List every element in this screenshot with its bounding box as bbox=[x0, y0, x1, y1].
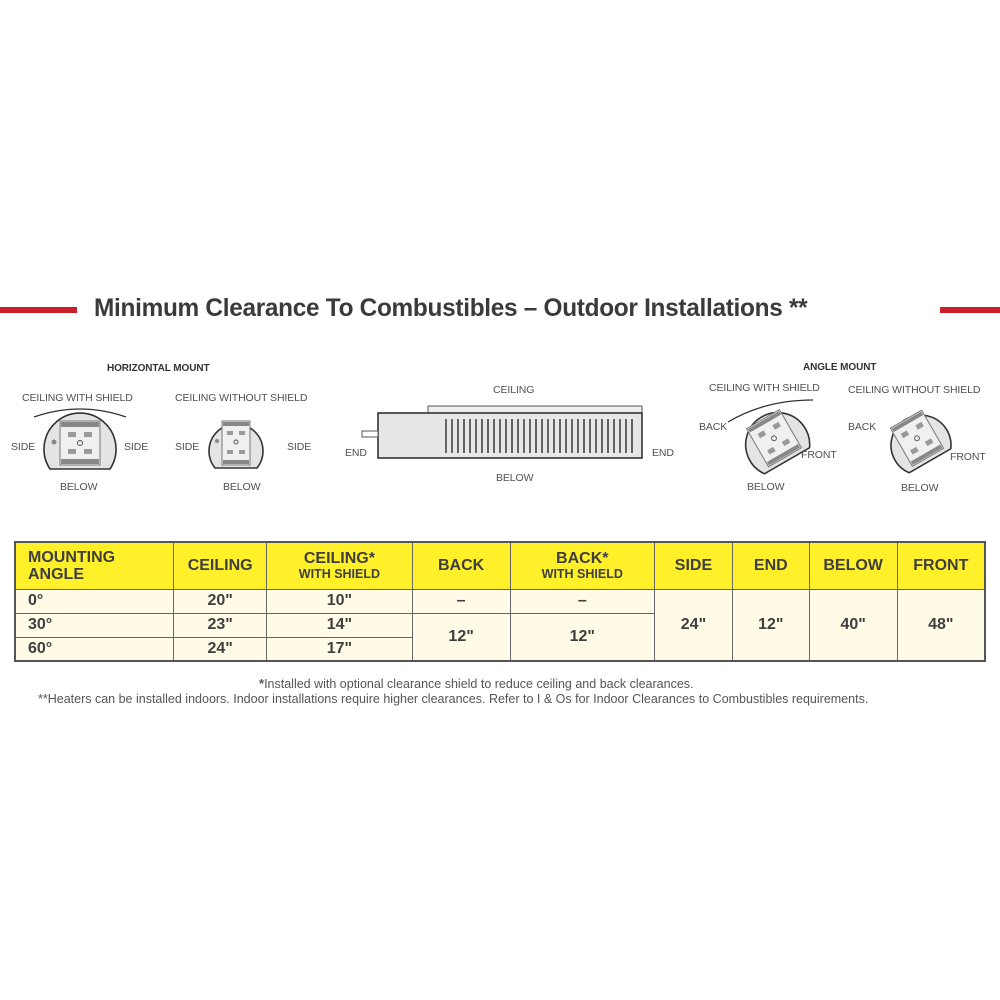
am-shield-left-label: BACK bbox=[699, 421, 728, 433]
header-text: MOUNTING bbox=[28, 548, 116, 566]
cell-side: 24" bbox=[655, 589, 733, 661]
page-title: Minimum Clearance To Combustibles – Outdoor Installations ** bbox=[94, 294, 808, 322]
am-noshield-caption: CEILING WITHOUT SHIELD bbox=[848, 384, 981, 396]
hm-shield-right-label: SIDE bbox=[124, 441, 149, 453]
cell-back: 12" bbox=[412, 613, 510, 661]
sv-bottom-label: BELOW bbox=[496, 472, 534, 484]
header-text: ANGLE bbox=[28, 565, 84, 583]
header-subtext: WITH SHIELD bbox=[298, 567, 381, 582]
horizontal-mount-heading: HORIZONTAL MOUNT bbox=[107, 363, 210, 374]
am-shield-caption: CEILING WITH SHIELD bbox=[709, 382, 820, 394]
cell-ceiling-shield: 10" bbox=[267, 589, 413, 613]
am-noshield-right-label: FRONT bbox=[950, 451, 986, 463]
heater-side-view-icon bbox=[360, 404, 645, 462]
hm-shield-left-label: SIDE bbox=[11, 441, 36, 453]
header-subtext: WITH SHIELD bbox=[541, 567, 623, 582]
cell-ceiling: 20" bbox=[174, 589, 267, 613]
footnote-marker: * bbox=[259, 676, 265, 691]
cell-ceiling: 23" bbox=[174, 613, 267, 637]
sv-left-label: END bbox=[345, 447, 367, 459]
hm-noshield-bottom-label: BELOW bbox=[223, 481, 261, 493]
col-header-end: END bbox=[732, 542, 809, 589]
col-header-back: BACK bbox=[412, 542, 510, 589]
footnote-text: Installed with optional clearance shield to reduce ceiling and back clearances. bbox=[264, 677, 694, 691]
header-text: CEILING* bbox=[303, 550, 375, 568]
cell-below: 40" bbox=[809, 589, 897, 661]
col-header-ceiling-with-shield bbox=[267, 542, 413, 589]
heater-end-view-without-shield-icon bbox=[205, 412, 267, 474]
sv-top-label: CEILING bbox=[493, 384, 535, 396]
cell-angle: 60° bbox=[15, 637, 174, 661]
heater-angle-view-with-shield-icon bbox=[725, 396, 815, 478]
cell-back-shield: 12" bbox=[510, 613, 655, 661]
col-header-front: FRONT bbox=[897, 542, 985, 589]
sv-right-label: END bbox=[652, 447, 674, 459]
cell-end: 12" bbox=[732, 589, 809, 661]
am-noshield-left-label: BACK bbox=[848, 421, 877, 433]
cell-angle: 0° bbox=[15, 589, 174, 613]
cell-back-shield: – bbox=[510, 589, 655, 613]
hm-shield-bottom-label: BELOW bbox=[60, 481, 98, 493]
angle-mount-heading: ANGLE MOUNT bbox=[803, 362, 877, 373]
am-noshield-bottom-label: BELOW bbox=[901, 482, 939, 494]
col-header-ceiling: CEILING bbox=[174, 542, 267, 589]
hm-shield-caption: CEILING WITH SHIELD bbox=[22, 392, 133, 404]
col-header-side: SIDE bbox=[655, 542, 733, 589]
cell-ceiling-shield: 17" bbox=[267, 637, 413, 661]
footnote-single-star bbox=[259, 676, 694, 691]
col-header-below: BELOW bbox=[809, 542, 897, 589]
header-text: BACK* bbox=[556, 550, 609, 568]
clearance-table bbox=[14, 541, 986, 662]
heater-end-view-with-shield-icon bbox=[30, 405, 130, 477]
cell-ceiling: 24" bbox=[174, 637, 267, 661]
cell-angle: 30° bbox=[15, 613, 174, 637]
hm-noshield-right-label: SIDE bbox=[287, 441, 312, 453]
table-header-row bbox=[15, 542, 985, 589]
cell-ceiling-shield: 14" bbox=[267, 613, 413, 637]
heater-angle-view-without-shield-icon bbox=[878, 400, 958, 480]
cell-back: – bbox=[412, 589, 510, 613]
am-shield-right-label: FRONT bbox=[801, 449, 837, 461]
title-rule-right bbox=[940, 307, 1000, 313]
col-header-back-with-shield bbox=[510, 542, 655, 589]
title-row bbox=[0, 294, 1000, 326]
hm-noshield-caption: CEILING WITHOUT SHIELD bbox=[175, 392, 308, 404]
footnote-double-star: **Heaters can be installed indoors. Indoor installations require higher clearances. Refer to I & Os for Indoor Clearances to Combustibles requirements. bbox=[38, 692, 869, 706]
table-row bbox=[15, 589, 985, 613]
title-rule-left bbox=[0, 307, 77, 313]
hm-noshield-left-label: SIDE bbox=[175, 441, 200, 453]
am-shield-bottom-label: BELOW bbox=[747, 481, 785, 493]
cell-front: 48" bbox=[897, 589, 985, 661]
col-header-mounting-angle bbox=[15, 542, 174, 589]
